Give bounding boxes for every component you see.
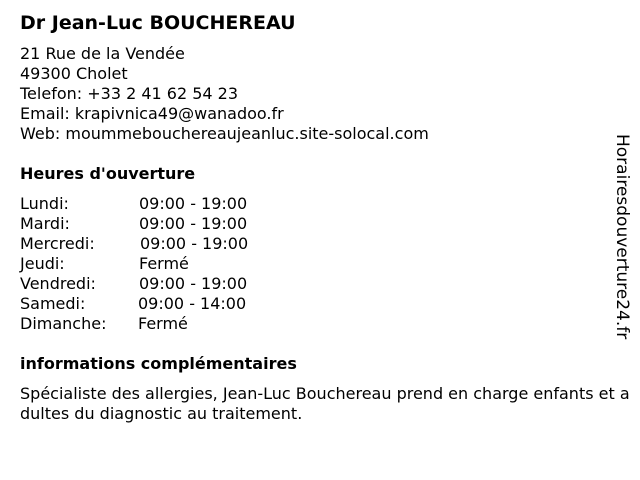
additional-info-heading: informations complémentaires [20,354,297,373]
hours-day: Jeudi: [20,254,65,273]
hours-time: 09:00 - 14:00 [138,294,247,313]
email-line: Email: krapivnica49@wanadoo.fr [20,104,284,123]
opening-hours-heading: Heures d'ouverture [20,164,196,183]
hours-day: Lundi: [20,194,69,213]
hours-day: Dimanche: [20,314,107,333]
hours-day: Samedi: [20,294,86,313]
contact-block [20,44,429,144]
hours-day: Mardi: [20,214,70,233]
phone-line: Telefon: +33 2 41 62 54 23 [20,84,239,103]
site-watermark: Horairesdouverture24.fr [612,134,632,340]
hours-time: Fermé [138,314,188,333]
page-title: Dr Jean-Luc BOUCHEREAU [20,12,296,34]
hours-time: 09:00 - 19:00 [139,194,248,213]
address-city: 49300 Cholet [20,64,128,83]
hours-day: Mercredi: [20,234,95,253]
hours-time: 09:00 - 19:00 [139,274,248,293]
additional-info-text: Spécialiste des allergies, Jean-Luc Bouchereau prend en charge enfants et adultes du diagnostic au traitement. [20,384,630,423]
address-street: 21 Rue de la Vendée [20,44,185,63]
hours-time: 09:00 - 19:00 [139,214,248,233]
hours-time: 09:00 - 19:00 [140,234,249,253]
hours-day: Vendredi: [20,274,96,293]
web-line: Web: moummeboucherea​ujeanluc.site-solocal.com [20,124,429,143]
hours-time: Fermé [139,254,189,273]
